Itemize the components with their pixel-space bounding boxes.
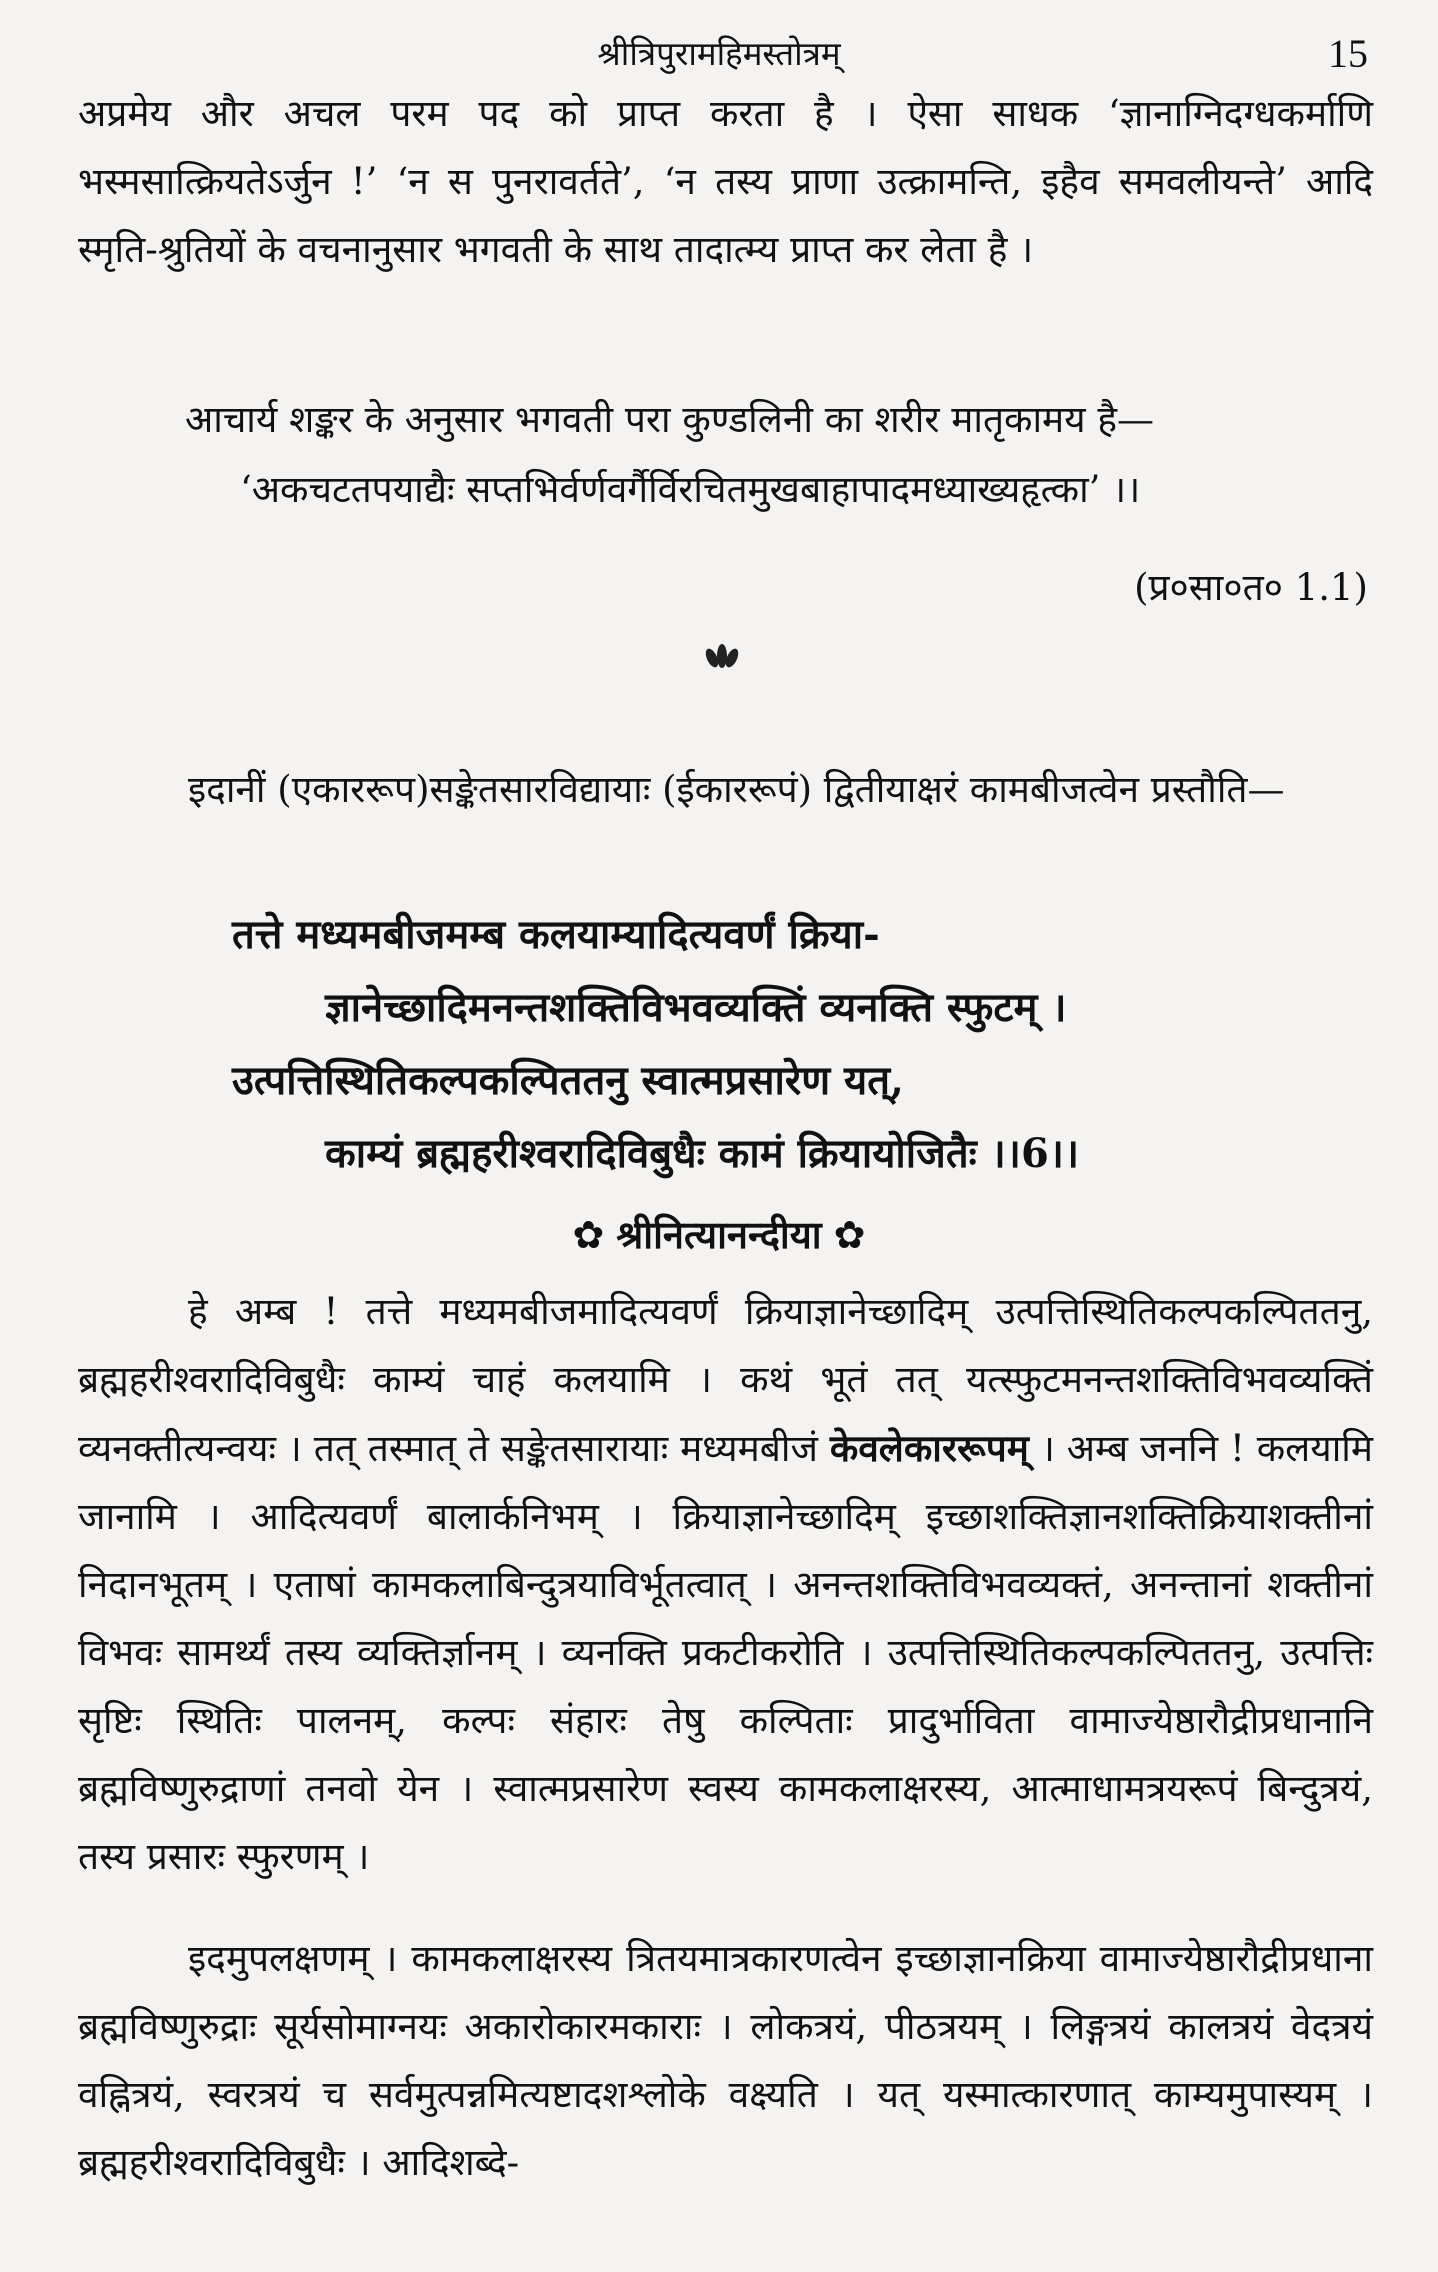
commentary-paragraph-1 [78, 1278, 1373, 1891]
commentary-paragraph-2: इदमुपलक्षणम् । कामकलाक्षरस्य त्रितयमात्रकारणत्वेन इच्छाज्ञानक्रिया वामाज्येष्ठारौद्रीप्रधाना ब्रह्मविष्णुरुद्राः सूर्यसोमाग्नयः अकारोकारमकाराः । लोकत्रयं, पीठत्रयम् । लिङ्गत्रयं कालत्रयं वेदत्रयं वह्नित्रयं, स्वरत्रयं च सर्वमुत्पन्नमित्यष्टादशश्लोके वक्ष्यति । यत् यस्मात्कारणात् काम्यमुपास्यम् । ब्रह्महरीश्वरादिविबुधैः । आदिशब्दे- [78, 1937, 1373, 2184]
verse-intro: इदानीं (एकाररूप)सङ्केतसारविद्यायाः (ईकाररूपं) द्वितीयाक्षरं कामबीजत्वेन प्रस्तौति— [188, 768, 1285, 811]
intro-paragraph-block [78, 80, 1373, 284]
flower-icon: ✿ [572, 1213, 605, 1257]
verse-intro-block [78, 756, 1373, 824]
commentary-emphasis: केवलेकाररूपम् [829, 1426, 1029, 1470]
quote-reference: (प्र०सा०त० 1.1) [1134, 566, 1368, 609]
commentary-text: हे अम्ब ! तत्ते मध्यमबीजमादित्यवर्णं क्रियाज्ञानेच्छादिम् उत्पत्तिस्थितिकल्पकल्पिततनु, ब्रह्महरीश्वरादिविबुधैः काम्यं चाहं कलयामि । कथं भूतं तत् यत्स्फुटमनन्तशक्तिविभवव्यक्तिं व्यनक्तीत्यन्वयः । तत् तस्मात् ते सङ्केतसारायाः मध्यमबीजं [78, 1290, 1373, 1470]
commentary-heading [0, 1208, 1438, 1260]
intro-paragraph: अप्रमेय और अचल परम पद को प्राप्त करता है । ऐसा साधक ‘ज्ञानाग्निदग्धकर्माणि भस्मसात्क्रियतेऽर्जुन !’ ‘न स पुनरावर्तते’, ‘न तस्य प्राणा उत्क्रामन्ति, इहैव समवलीयन्ते’ आदि स्मृति-श्रुतियों के वचनानुसार भगवती के साथ तादात्म्य प्राप्त कर लेता है । [78, 92, 1373, 271]
lotus-icon [702, 640, 742, 670]
verse-line-4: काम्यं ब्रह्महरीश्वरादिविबुधैः कामं क्रियायोजितैः ।।6।। [325, 1130, 1080, 1177]
running-head: श्रीत्रिपुरामहिमस्तोत्रम् [597, 34, 841, 73]
flower-icon: ✿ [833, 1213, 866, 1257]
verse-line-2: ज्ञानेच्छादिमनन्तशक्तिविभवव्यक्तिं व्यनक्ति स्फुटम् । [325, 984, 1067, 1031]
commentary-paragraph-2-block [78, 1925, 1373, 2197]
quote-intro: आचार्य शङ्कर के अनुसार भगवती परा कुण्डलिनी का शरीर मातृकामय है— [185, 398, 1155, 441]
commentary-text: । अम्ब जननि ! कलयामि जानामि । आदित्यवर्णं बालार्कनिभम् । क्रियाज्ञानेच्छादिम् इच्छाशक्तिज्ञानशक्तिक्रियाशक्तीनां निदानभूतम् । एताषां कामकलाबिन्दुत्रयाविर्भूतत्वात् । अनन्तशक्तिविभवव्यक्तं, अनन्तानां शक्तीनां विभवः सामर्थ्यं तस्य व्यक्तिर्ज्ञानम् । व्यनक्ति प्रकटीकरोति । उत्पत्तिस्थितिकल्पकल्पिततनु, उत्पत्तिः सृष्टिः स्थितिः पालनम्, कल्पः संहारः तेषु कल्पिताः प्रादुर्भाविता वामाज्येष्ठारौद्रीप्रधानानि ब्रह्मविष्णुरुद्राणां तनवो येन । स्वात्मप्रसारेण स्वस्य कामकलाक्षरस्य, आत्माधामत्रयरूपं बिन्दुत्रयं, तस्य प्रसारः स्फुरणम् । [78, 1427, 1374, 1878]
verse-line-3: उत्पत्तिस्थितिकल्पकल्पिततनु स्वात्मप्रसारेण यत्, [232, 1057, 904, 1104]
commentary-paragraph-1-block [78, 1278, 1373, 1891]
commentary-title: श्रीनित्यानन्दीया [616, 1212, 822, 1257]
page-number: 15 [1328, 31, 1368, 76]
verse-line-1: तत्ते मध्यमबीजमम्ब कलयाम्यादित्यवर्णं क्रिया- [232, 911, 880, 958]
quotation: ‘अकचटतपयाद्यैः सप्तभिर्वर्णवर्गैर्विरचितमुखबाहापादमध्याख्यहृत्का’ ।। [240, 468, 1141, 511]
